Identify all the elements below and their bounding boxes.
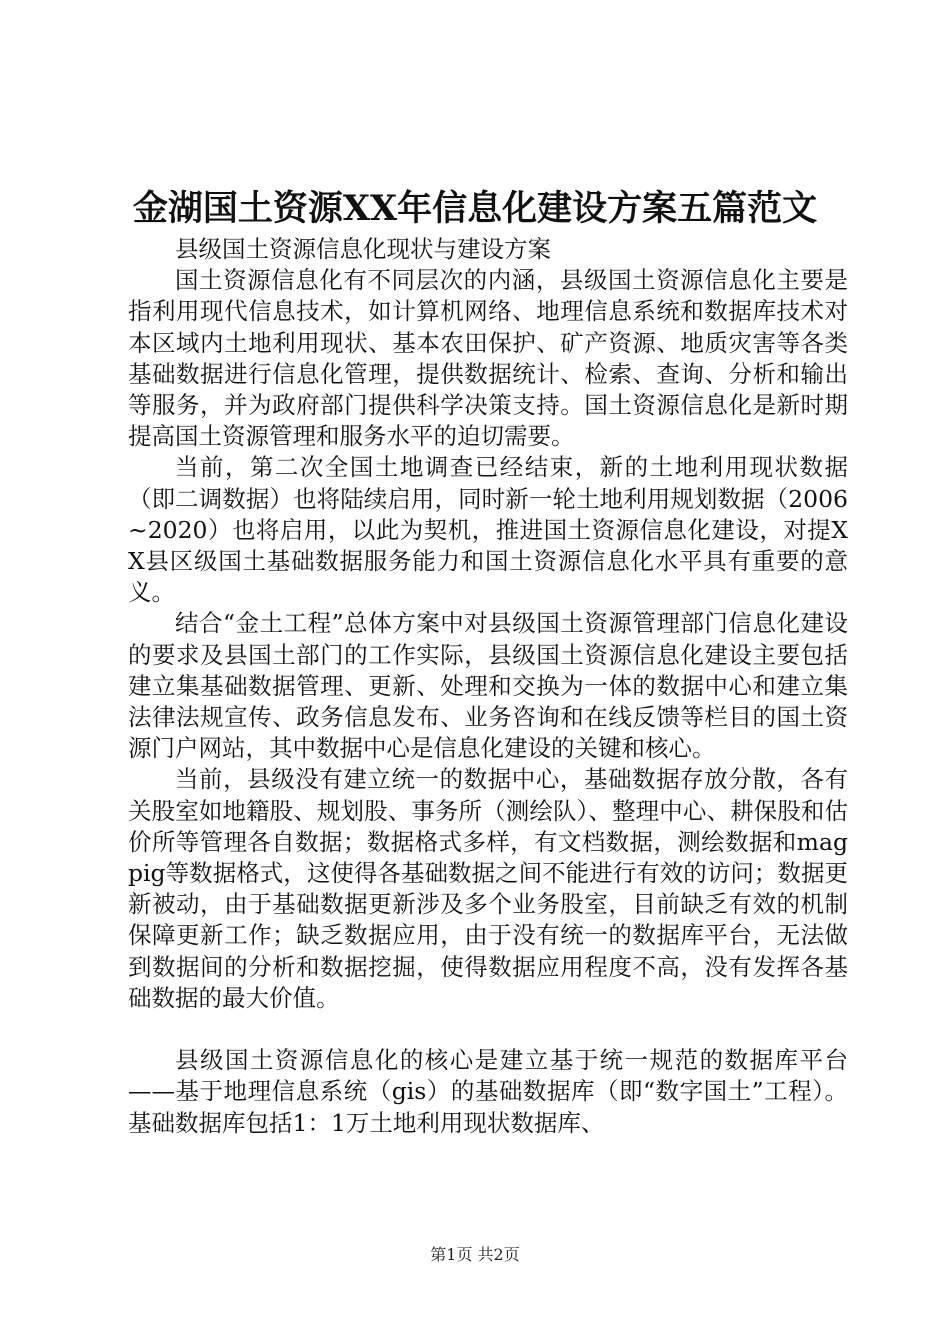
subtitle-paragraph: 县级国土资源信息化现状与建设方案 — [175, 235, 551, 263]
body-paragraph: 当前，第二次全国土地调查已经结束，新的土地利用现状数据（即二调数据）也将陆续启用，同时新一轮土地利用规划数据（2006~2020）也将启用，以此为契机，推进国土资源信息化建设，对提XX县区级国土基础数据服务能力和国土资源信息化水平具有重要的意义。 — [128, 453, 848, 607]
page-number-footer: 第1页 共2页 — [430, 1245, 520, 1264]
body-paragraph: 国土资源信息化有不同层次的内涵，县级国土资源信息化主要是指利用现代信息技术，如计算机网络、地理信息系统和数据库技术对本区域内土地利用现状、基本农田保护、矿产资源、地质灾害等各类基础数据进行信息化管理，提供数据统计、检索、查询、分析和输出等服务，并为政府部门提供科学决策支持。国土资源信息化是新时期提高国土资源管理和服务水平的迫切需要。 — [128, 266, 848, 451]
document-body — [128, 234, 848, 1139]
body-paragraph: 当前，县级没有建立统一的数据中心，基础数据存放分散，各有关股室如地籍股、规划股、事务所（测绘队）、整理中心、耕保股和估价所等管理各自数据；数据格式多样，有文档数据，测绘数据和magpig等数据格式，这使得各基础数据之间不能进行有效的访问；数据更新被动，由于基础数据更新涉及多个业务股室，目前缺乏有效的机制保障更新工作；缺乏数据应用，由于没有统一的数据库平台，无法做到数据间的分析和数据挖掘，使得数据应用程度不高，没有发挥各基础数据的最大价值。 — [128, 765, 848, 1012]
document-title: 金湖国土资源XX年信息化建设方案五篇范文 — [132, 188, 818, 229]
body-paragraph: 县级国土资源信息化的核心是建立基于统一规范的数据库平台——基于地理信息系统（gis）的基础数据库（即“数字国土”工程）。基础数据库包括1：1万土地利用现状数据库、 — [128, 1046, 848, 1137]
body-paragraph: 结合“金土工程”总体方案中对县级国土资源管理部门信息化建设的要求及县国土部门的工作实际，县级国土资源信息化建设主要包括建立集基础数据管理、更新、处理和交换为一体的数据中心和建立集法律法规宣传、政务信息发布、业务咨询和在线反馈等栏目的国土资源门户网站，其中数据中心是信息化建设的关键和核心。 — [128, 609, 848, 763]
